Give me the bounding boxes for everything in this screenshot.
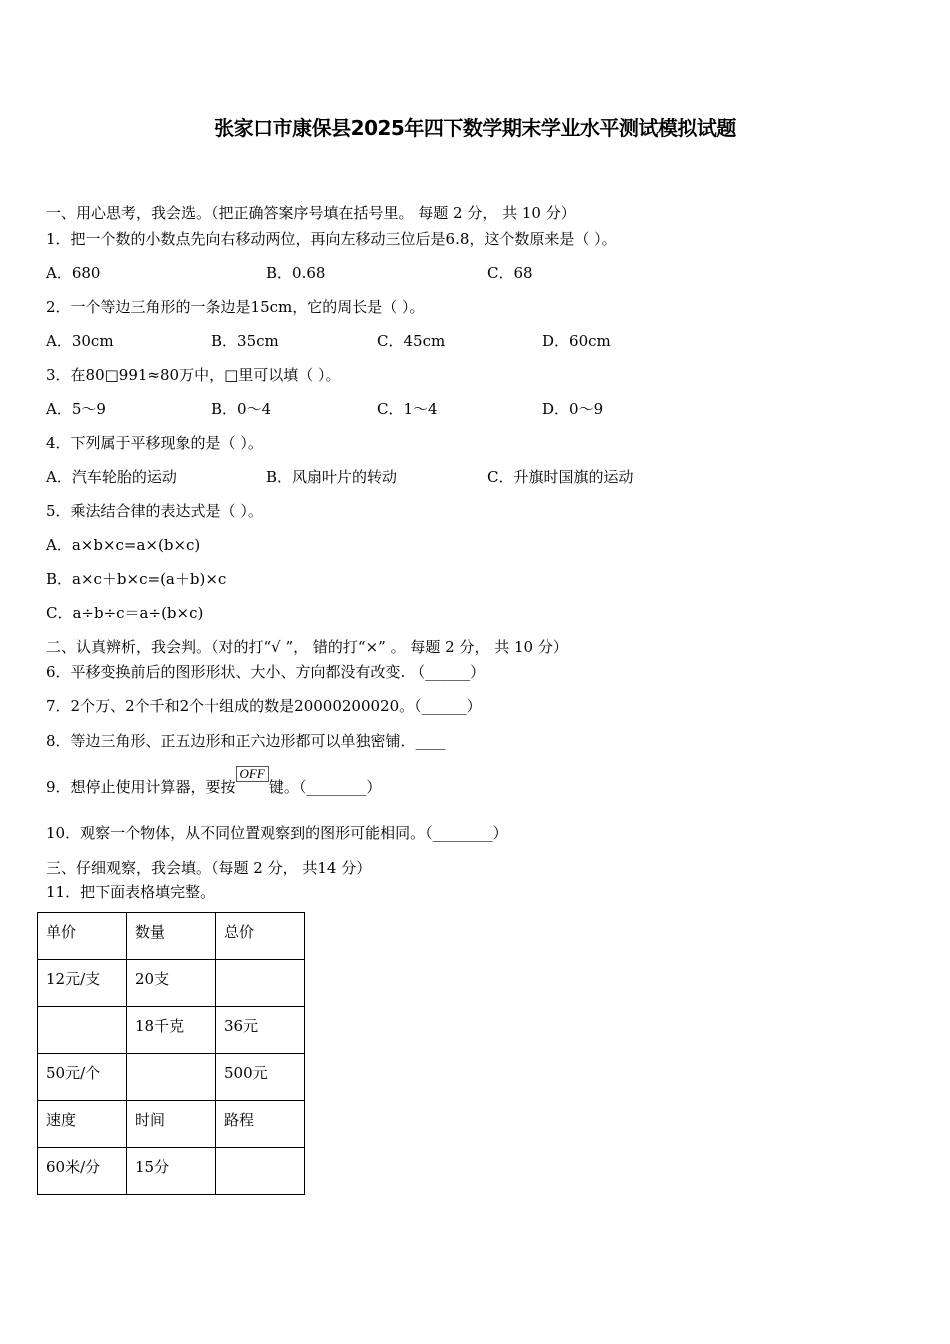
table-cell-blank[interactable] bbox=[216, 960, 305, 1007]
question-5: 5．乘法结合律的表达式是（ ）。 bbox=[46, 502, 263, 520]
question-6: 6．平移变换前后的图形形状、大小、方向都没有改变. （______） bbox=[46, 663, 486, 681]
q4-option-c[interactable]: C．升旗时国旗的运动 bbox=[487, 468, 634, 486]
table-row bbox=[38, 960, 305, 1007]
table-cell: 数量 bbox=[127, 913, 216, 960]
q1-option-b[interactable]: B．0.68 bbox=[266, 264, 326, 282]
question-2: 2．一个等边三角形的一条边是15cm，它的周长是（ ）。 bbox=[46, 298, 425, 316]
q2-option-c[interactable]: C．45cm bbox=[377, 332, 446, 350]
question-1: 1．把一个数的小数点先向右移动两位，再向左移动三位后是6.8，这个数原来是（ ）。 bbox=[46, 230, 617, 248]
question-10: 10．观察一个物体，从不同位置观察到的图形可能相同。（________） bbox=[46, 824, 508, 842]
section2-header: 二、认真辨析，我会判。（对的打“√ ”， 错的打“×” 。 每题 2 分， 共 10 分） bbox=[46, 638, 568, 656]
section3-header: 三、仔细观察，我会填。（每题 2 分， 共14 分） bbox=[46, 859, 372, 877]
q9-text-before: 9．想停止使用计算器，要按 bbox=[46, 778, 236, 796]
q3-option-a[interactable]: A．5～9 bbox=[46, 400, 106, 418]
question-8: 8．等边三角形、正五边形和正六边形都可以单独密铺．____ bbox=[46, 732, 446, 750]
q3-option-d[interactable]: D．0～9 bbox=[542, 400, 604, 418]
q5-option-a[interactable]: A．a×b×c=a×(b×c) bbox=[46, 536, 201, 554]
table-cell: 50元/个 bbox=[38, 1054, 127, 1101]
table-row bbox=[38, 1054, 305, 1101]
section1-header: 一、用心思考，我会选。（把正确答案序号填在括号里。 每题 2 分， 共 10 分） bbox=[46, 204, 576, 222]
q5-option-b[interactable]: B．a×c＋b×c=(a＋b)×c bbox=[46, 570, 227, 588]
table-row bbox=[38, 1101, 305, 1148]
fill-table bbox=[37, 912, 305, 1195]
question-4: 4．下列属于平移现象的是（ ）。 bbox=[46, 434, 263, 452]
q4-option-a[interactable]: A．汽车轮胎的运动 bbox=[46, 468, 177, 486]
table-cell-blank[interactable] bbox=[38, 1007, 127, 1054]
table-cell: 500元 bbox=[216, 1054, 305, 1101]
table-cell: 15分 bbox=[127, 1148, 216, 1195]
table-cell: 总价 bbox=[216, 913, 305, 960]
question-9 bbox=[46, 766, 382, 797]
q9-text-after: 键。（________） bbox=[268, 778, 382, 796]
q2-option-a[interactable]: A．30cm bbox=[46, 332, 114, 350]
q5-option-c[interactable]: C．a÷b÷c＝a÷(b×c) bbox=[46, 604, 204, 622]
q1-option-a[interactable]: A．680 bbox=[46, 264, 101, 282]
question-11: 11．把下面表格填完整。 bbox=[46, 883, 216, 901]
table-cell: 时间 bbox=[127, 1101, 216, 1148]
table-cell-blank[interactable] bbox=[216, 1148, 305, 1195]
table-cell: 速度 bbox=[38, 1101, 127, 1148]
table-cell: 单价 bbox=[38, 913, 127, 960]
table-cell: 12元/支 bbox=[38, 960, 127, 1007]
table-cell-blank[interactable] bbox=[127, 1054, 216, 1101]
question-3: 3．在80□991≈80万中，□里可以填（ ）。 bbox=[46, 366, 341, 384]
q2-option-b[interactable]: B．35cm bbox=[211, 332, 279, 350]
table-cell: 路程 bbox=[216, 1101, 305, 1148]
off-key-icon: OFF bbox=[236, 766, 269, 782]
table-cell: 60米/分 bbox=[38, 1148, 127, 1195]
page-title: 张家口市康保县2025年四下数学期末学业水平测试模拟试题 bbox=[214, 116, 736, 140]
q2-option-d[interactable]: D．60cm bbox=[542, 332, 611, 350]
table-row bbox=[38, 1007, 305, 1054]
q4-option-b[interactable]: B．风扇叶片的转动 bbox=[266, 468, 398, 486]
table-cell: 18千克 bbox=[127, 1007, 216, 1054]
table-cell: 36元 bbox=[216, 1007, 305, 1054]
table-row bbox=[38, 913, 305, 960]
question-7: 7．2个万、2个千和2个十组成的数是20000200020。（______） bbox=[46, 697, 482, 715]
table-row bbox=[38, 1148, 305, 1195]
q3-option-b[interactable]: B．0～4 bbox=[211, 400, 272, 418]
q3-option-c[interactable]: C．1～4 bbox=[377, 400, 438, 418]
table-cell: 20支 bbox=[127, 960, 216, 1007]
q1-option-c[interactable]: C．68 bbox=[487, 264, 533, 282]
